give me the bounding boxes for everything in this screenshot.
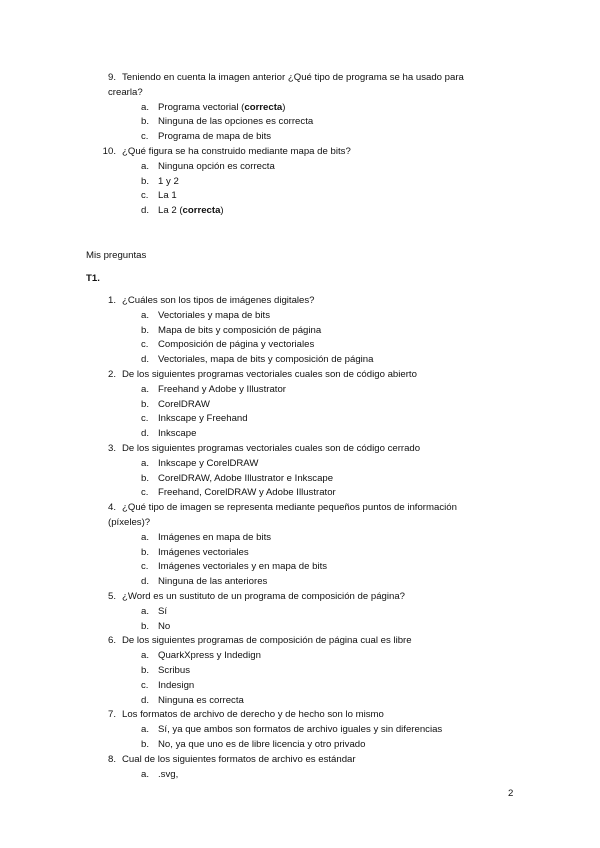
option-text-after: ) bbox=[282, 101, 286, 113]
option-letter: d. bbox=[141, 428, 150, 440]
option-text bbox=[158, 205, 224, 217]
option-text-main: Vectoriales, mapa de bits y composición de página bbox=[158, 354, 374, 366]
option-text bbox=[158, 354, 373, 366]
option-text-main: Vectoriales y mapa de bits bbox=[158, 309, 270, 321]
question-number: 3. bbox=[107, 443, 116, 454]
option-text bbox=[158, 116, 313, 128]
option-text bbox=[158, 384, 286, 396]
option-text bbox=[158, 458, 258, 470]
option-letter: c. bbox=[141, 190, 149, 202]
option-letter: d. bbox=[141, 694, 150, 706]
option-text-main: Imágenes vectoriales y en mapa de bits bbox=[158, 561, 328, 573]
option-text-main: Inkscape y CorelDRAW bbox=[158, 457, 259, 469]
option-text-main: Sí, ya que ambos son formatos de archivo iguales y sin diferencias bbox=[158, 724, 443, 736]
question-text: crearla? bbox=[108, 86, 143, 98]
option-text-main: Indesign bbox=[158, 679, 195, 691]
option-text-main: Freehand y Adobe y Illustrator bbox=[158, 383, 286, 395]
question-number: 2. bbox=[107, 369, 116, 380]
option-letter: a. bbox=[141, 650, 150, 662]
question-number: 7. bbox=[107, 709, 116, 721]
option-letter: a. bbox=[141, 101, 150, 113]
question-number: 5. bbox=[107, 591, 116, 602]
option-text-main: Freehand, CorelDRAW y Adobe Illustrator bbox=[158, 487, 336, 499]
question-number: 9. bbox=[107, 72, 116, 83]
option-letter: c. bbox=[141, 679, 149, 691]
option-text bbox=[158, 724, 442, 736]
option-text bbox=[158, 606, 167, 618]
option-letter: a. bbox=[141, 457, 150, 469]
option-letter: a. bbox=[141, 605, 150, 617]
option-text bbox=[158, 680, 194, 692]
option-letter: b. bbox=[141, 116, 150, 128]
correct-marker: correcta bbox=[182, 205, 221, 217]
option-text-main: .svg, bbox=[158, 768, 179, 780]
option-letter: b. bbox=[141, 175, 150, 187]
option-letter: b. bbox=[141, 665, 150, 676]
option-text bbox=[158, 176, 179, 188]
option-text bbox=[158, 190, 177, 202]
option-letter: c. bbox=[141, 339, 149, 351]
option-text-main: 1 y 2 bbox=[158, 175, 179, 187]
option-letter: a. bbox=[141, 724, 150, 736]
question-number: 4. bbox=[107, 502, 116, 514]
option-letter: d. bbox=[141, 354, 150, 366]
question-text: De los siguientes programas de composición de página cual es libre bbox=[122, 635, 412, 647]
option-text bbox=[158, 532, 271, 544]
correct-marker: correcta bbox=[244, 101, 283, 113]
option-letter: c. bbox=[141, 487, 149, 499]
option-text-main: La 1 bbox=[158, 190, 177, 202]
question-text: ¿Qué tipo de imagen se representa mediante pequeños puntos de información bbox=[122, 502, 457, 514]
option-text bbox=[158, 621, 170, 633]
option-text-main: Mapa de bits y composición de página bbox=[158, 324, 322, 336]
option-letter: a. bbox=[141, 309, 150, 321]
option-letter: d. bbox=[141, 576, 150, 588]
option-letter: a. bbox=[141, 383, 150, 395]
option-text-main: CorelDRAW bbox=[158, 398, 210, 410]
option-text-main: CorelDRAW, Adobe Illustrator e Inkscape bbox=[158, 472, 334, 484]
option-text-main: Ninguna opción es correcta bbox=[158, 160, 275, 172]
option-text bbox=[158, 413, 248, 425]
option-letter: d. bbox=[141, 205, 150, 217]
question-number: 6. bbox=[107, 635, 116, 647]
option-letter: b. bbox=[141, 324, 150, 336]
option-text bbox=[158, 547, 249, 559]
question-number: 10. bbox=[102, 146, 116, 157]
option-text-main: Scribus bbox=[158, 665, 190, 676]
option-text-main: Sí bbox=[158, 605, 168, 617]
option-text bbox=[158, 576, 267, 588]
option-text-main: No, ya que uno es de libre licencia y otro privado bbox=[158, 739, 366, 750]
option-letter: a. bbox=[141, 160, 150, 172]
question-text: Teniendo en cuenta la imagen anterior ¿Qué tipo de programa se ha usado para bbox=[122, 72, 464, 83]
question-number: 1. bbox=[107, 295, 116, 306]
option-text bbox=[158, 769, 178, 781]
option-text-main: Imágenes vectoriales bbox=[158, 546, 249, 558]
option-text-main: No bbox=[158, 620, 171, 632]
option-letter: b. bbox=[141, 739, 150, 750]
option-text bbox=[158, 161, 275, 173]
option-text bbox=[158, 428, 196, 440]
option-text bbox=[158, 325, 321, 337]
question-text: Cual de los siguientes formatos de archivo es estándar bbox=[122, 753, 356, 765]
option-text bbox=[158, 310, 270, 322]
option-text-main: Composición de página y vectoriales bbox=[158, 339, 315, 351]
option-letter: c. bbox=[141, 561, 149, 573]
option-text bbox=[158, 399, 210, 411]
option-text bbox=[158, 131, 271, 143]
option-text bbox=[158, 665, 190, 677]
option-text bbox=[158, 339, 314, 351]
option-text-main: QuarkXpress y Indedign bbox=[158, 650, 261, 662]
option-text bbox=[158, 487, 336, 499]
option-letter: b. bbox=[141, 620, 150, 632]
option-text-main: Inkscape bbox=[158, 428, 197, 440]
option-letter: c. bbox=[141, 413, 149, 425]
question-text: De los siguientes programas vectoriales cuales son de código abierto bbox=[122, 369, 417, 380]
section-title: Mis preguntas bbox=[86, 250, 147, 261]
option-text bbox=[158, 102, 285, 114]
question-text: (píxeles)? bbox=[108, 517, 151, 528]
option-letter: a. bbox=[141, 768, 150, 780]
option-text-main: Inkscape y Freehand bbox=[158, 413, 248, 425]
option-text bbox=[158, 473, 333, 485]
option-text bbox=[158, 695, 244, 707]
option-text-main: Programa vectorial ( bbox=[158, 101, 245, 113]
option-letter: b. bbox=[141, 546, 150, 558]
option-letter: a. bbox=[141, 531, 150, 543]
option-text-main: La 2 ( bbox=[158, 205, 183, 217]
option-letter: b. bbox=[141, 398, 150, 410]
question-text: ¿Word es un sustituto de un programa de composición de página? bbox=[122, 591, 406, 602]
option-text bbox=[158, 650, 261, 662]
option-letter: b. bbox=[141, 472, 150, 484]
option-text bbox=[158, 561, 327, 573]
question-text: De los siguientes programas vectoriales cuales son de código cerrado bbox=[122, 443, 421, 454]
question-text: ¿Qué figura se ha construido mediante mapa de bits? bbox=[122, 146, 351, 157]
option-text-main: Ninguna de las opciones es correcta bbox=[158, 116, 314, 128]
question-text: Los formatos de archivo de derecho y de hecho son lo mismo bbox=[122, 709, 384, 721]
page-number: 2 bbox=[508, 788, 514, 799]
option-text-after: ) bbox=[220, 205, 224, 217]
option-text-main: Programa de mapa de bits bbox=[158, 131, 272, 143]
question-text: ¿Cuáles son los tipos de imágenes digitales? bbox=[122, 295, 315, 306]
option-text-main: Ninguna de las anteriores bbox=[158, 576, 268, 588]
subsection-title: T1. bbox=[86, 273, 100, 284]
option-text bbox=[158, 739, 365, 751]
option-letter: c. bbox=[141, 131, 149, 143]
option-text-main: Imágenes en mapa de bits bbox=[158, 531, 272, 543]
option-text-main: Ninguna es correcta bbox=[158, 694, 244, 706]
question-number: 8. bbox=[107, 753, 116, 765]
